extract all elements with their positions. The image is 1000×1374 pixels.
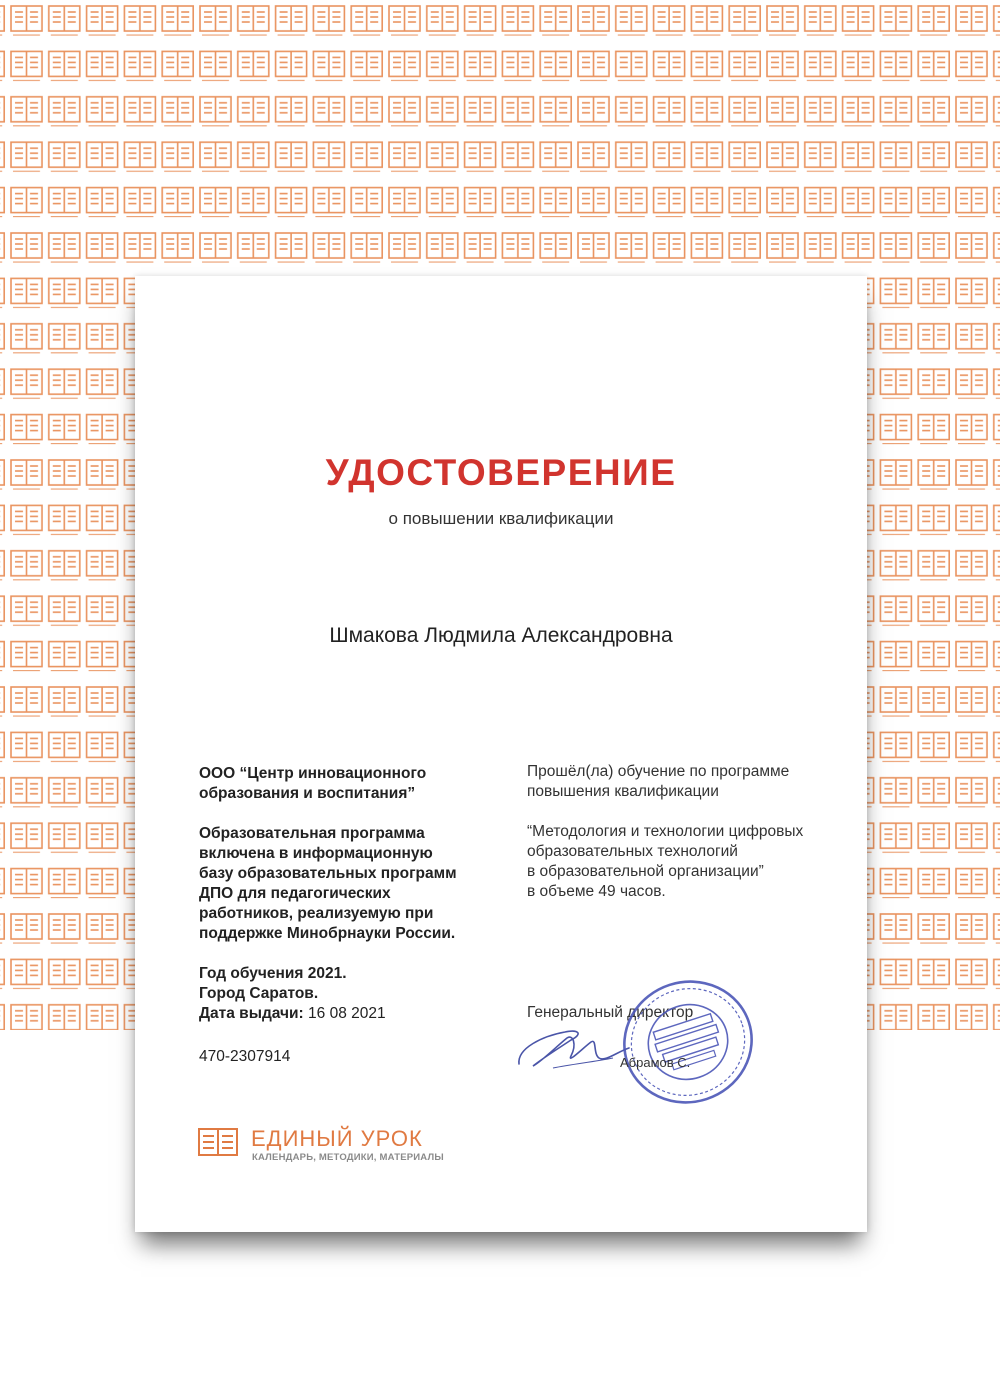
- completion-text: Прошёл(ла) обучение по программе повышения квалификации: [527, 763, 790, 800]
- book-logo-icon: [197, 1126, 239, 1160]
- issue-date: 16 08 2021: [303, 1005, 386, 1022]
- signature-mark: [513, 1018, 633, 1074]
- logo-tagline: КАЛЕНДАРЬ, МЕТОДИКИ, МАТЕРИАЛЫ: [252, 1152, 444, 1163]
- issue-date-label: Дата выдачи:: [199, 1005, 304, 1022]
- program-info: [527, 762, 847, 922]
- official-stamp: [618, 976, 758, 1108]
- director-name: Абрамов С.: [620, 1055, 691, 1070]
- certificate-sheet: [135, 276, 867, 1232]
- certificate-subtitle: о повышении квалификации: [388, 509, 614, 528]
- recipient-name: Шмакова Людмила Александровна: [329, 624, 673, 647]
- study-year: Год обучения 2021.: [199, 965, 347, 982]
- study-details: [199, 964, 499, 1024]
- certificate-title: УДОСТОВЕРЕНИЕ: [325, 452, 677, 493]
- program-registry-note: Образовательная программа включена в информационную базу образовательных программ ДПО для педагогических работников, реализуемую при поддержке Минобрнауки России.: [199, 825, 457, 942]
- study-city: Город Саратов.: [199, 985, 319, 1002]
- program-name: “Методология и технологии цифровых образовательных технологий в образовательной организации” в объеме 49 часов.: [527, 823, 804, 900]
- issue-date-line: [199, 1004, 499, 1024]
- organization-name: ООО “Центр инновационного образования и воспитания”: [199, 765, 427, 802]
- registration-number: 470-2307914: [199, 1048, 291, 1065]
- issuer-info: [199, 764, 499, 1044]
- director-title: Генеральный директор: [527, 1004, 694, 1021]
- logo-name: ЕДИНЫЙ УРОК: [251, 1126, 423, 1151]
